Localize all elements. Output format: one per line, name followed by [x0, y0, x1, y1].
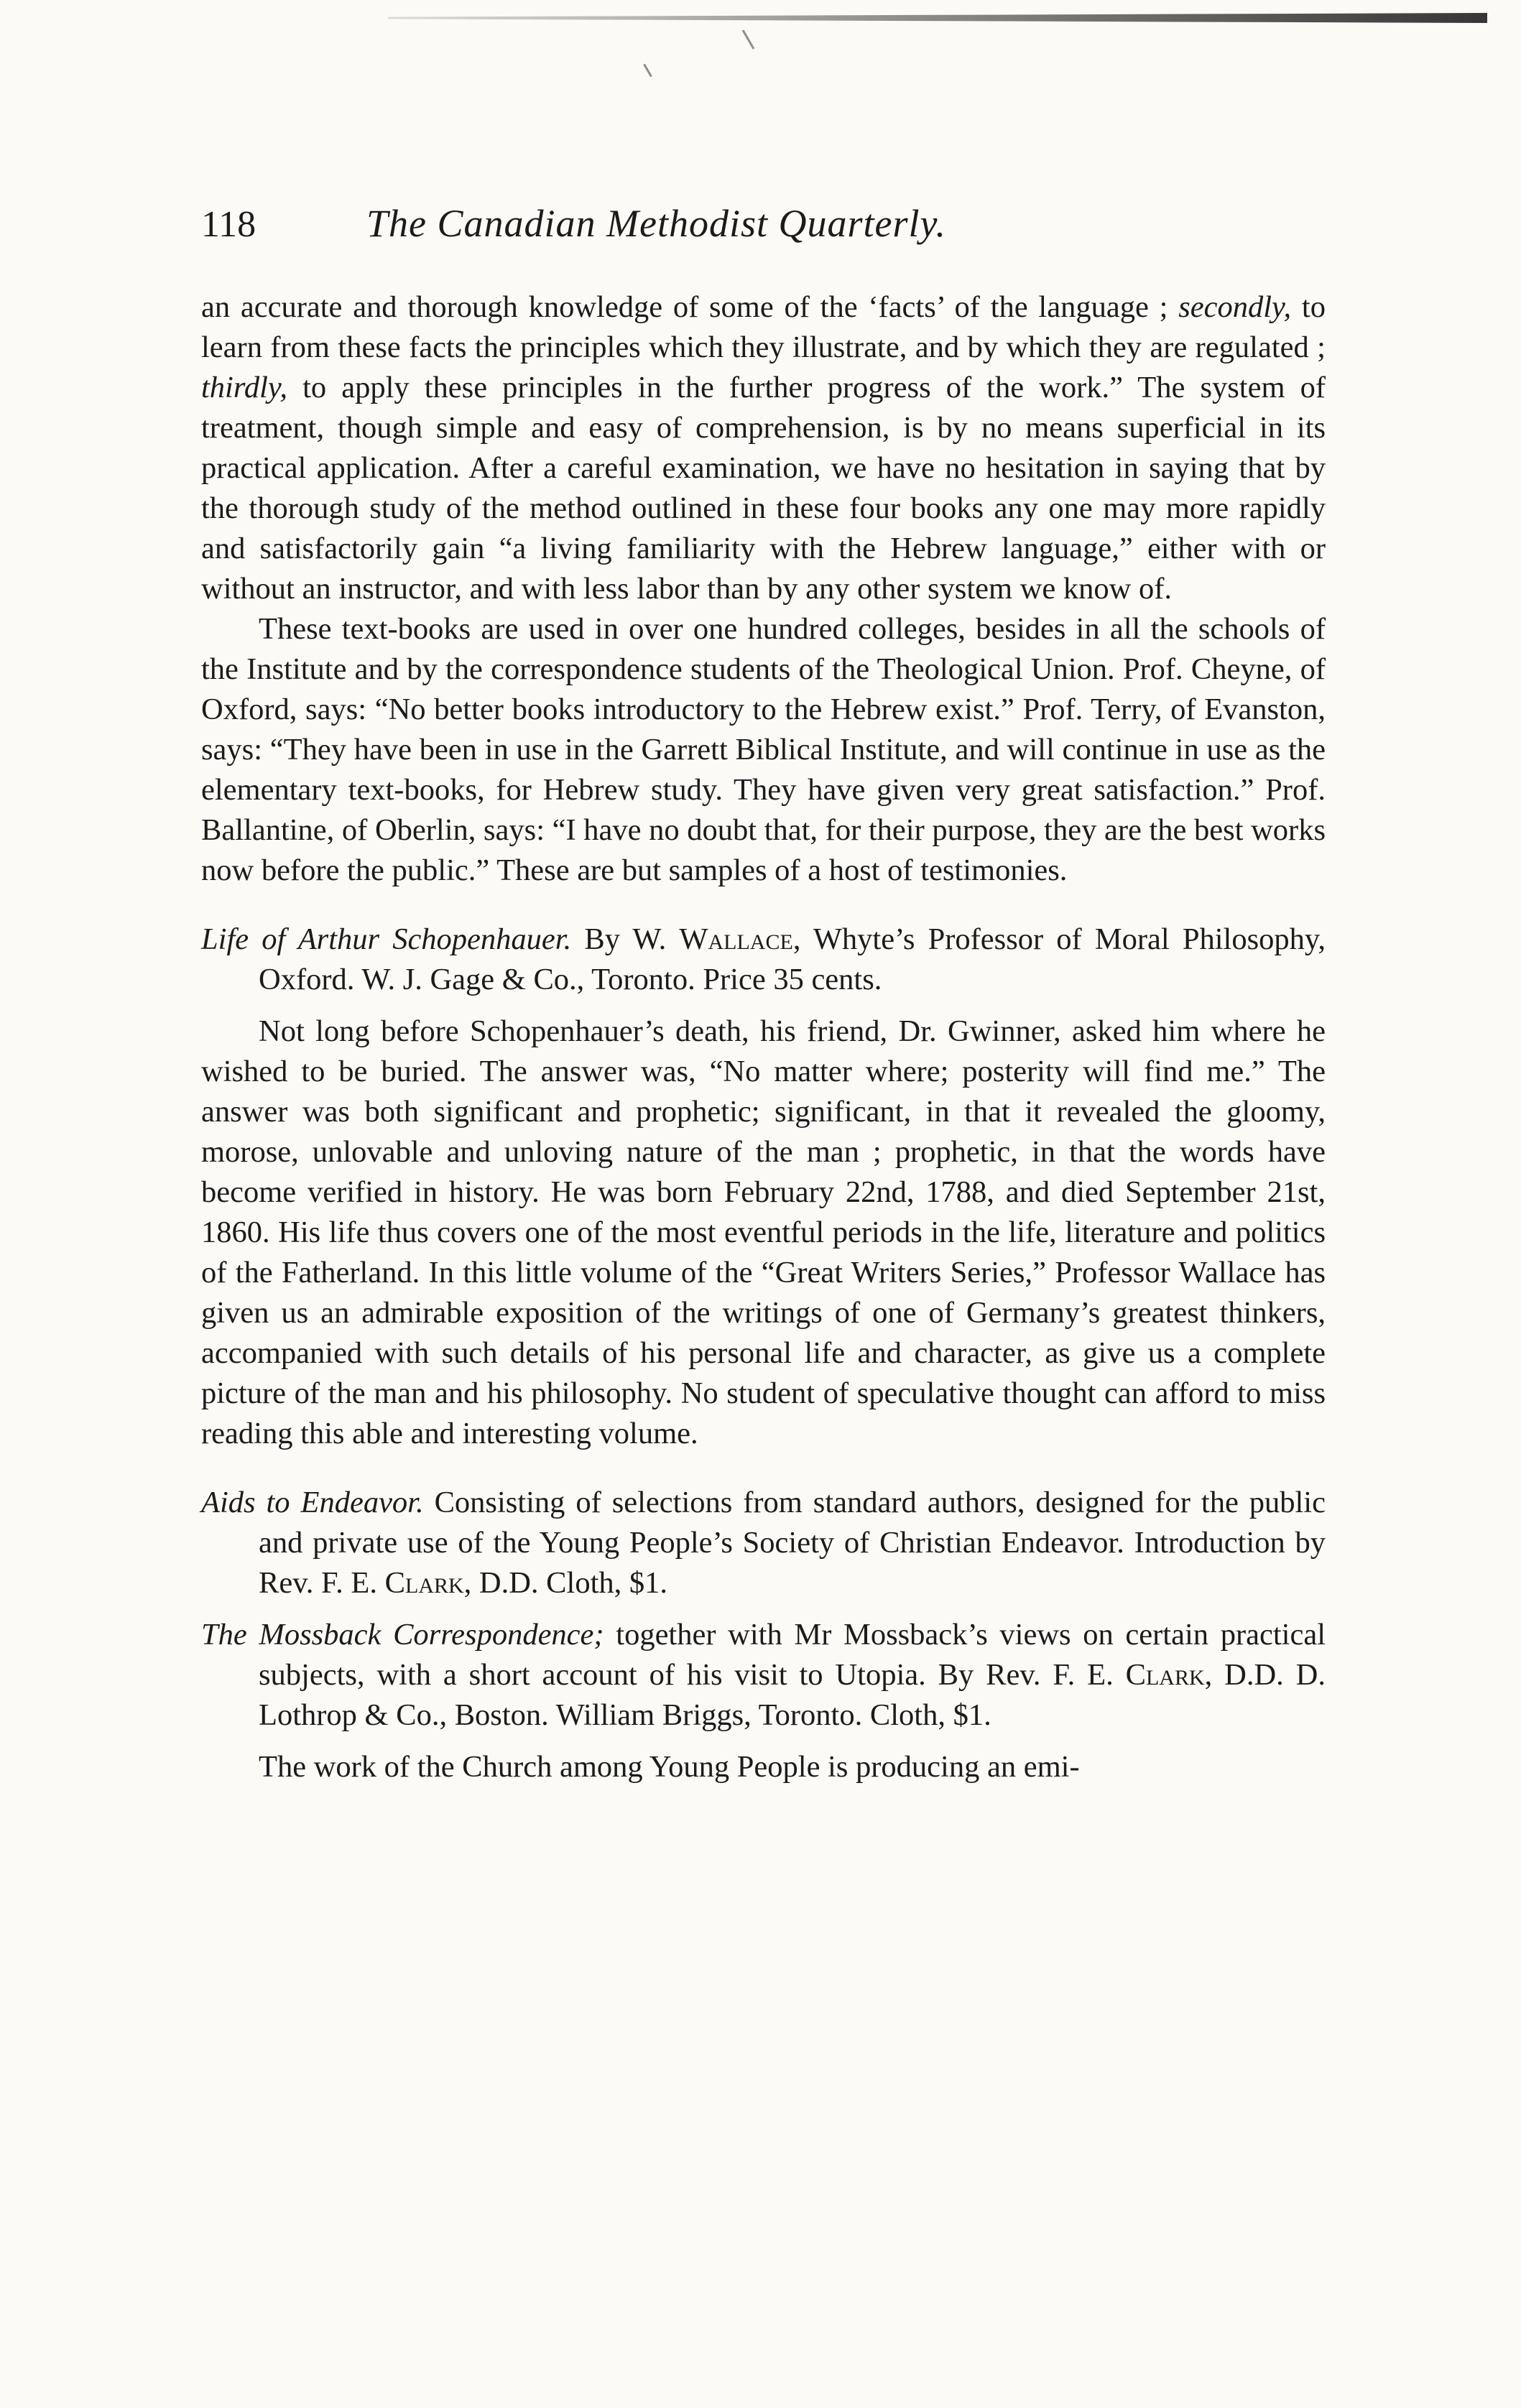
review-aids-heading: [201, 1483, 1326, 1603]
book-title-schopenhauer: Life of Arthur Schopenhauer.: [201, 922, 572, 956]
page-number: 118: [201, 204, 256, 245]
scan-mark-2: [643, 64, 652, 78]
review2-text-1: Consisting of selections from standard authors, designed for the public and private use of the Young People’s Society of Christian Endeavor. Introduction by Rev. F. E.: [259, 1486, 1326, 1600]
book-title-aids: Aids to Endeavor.: [201, 1486, 424, 1519]
paragraph-young-people: The work of the Church among Young People is producing an emi-: [259, 1750, 1080, 1784]
p1-italic-secondly: secondly,: [1178, 290, 1292, 324]
page-content: [201, 201, 1326, 1787]
review1-details: , Whyte’s Professor of Moral Philosophy, Oxford. W. J. Gage & Co., Toronto. Price 35 cents.: [259, 922, 1326, 996]
journal-title: The Canadian Methodist Quarterly.: [366, 202, 946, 245]
review3-text-1: together with Mr Mossback’s views on certain practical subjects, with a short account of his visit to Utopia. By Rev. F. E.: [259, 1618, 1326, 1692]
scan-edge-artifact: [388, 13, 1487, 23]
review2-text-2: , D.D. Cloth, $1.: [463, 1566, 668, 1600]
book-title-mossback: The Mossback Correspondence;: [201, 1618, 604, 1652]
p1-text-1: an accurate and thorough knowledge of some of the ‘facts’ of the language ;: [201, 290, 1179, 324]
p1-text-2: to learn from these facts the principles which they illustrate, and by which they are regulated ;: [201, 290, 1326, 364]
review1-by: By W.: [571, 922, 680, 956]
paragraph-testimonies: These text-books are used in over one hundred colleges, besides in all the schools of the Institute and by the correspondence students of the Theological Union. Prof. Cheyne, of Oxford, says: “No better books introductory to the Hebrew exist.” Prof. Terry, of Evanston, says: “They have been in use in the Garrett Biblical Institute, and will continue in use as the elementary text-books, for Hebrew study. They have given very great satisfaction.” Prof. Ballantine, of Oberlin, says: “I have no doubt that, for their purpose, they are the best works now before the public.” These are but samples of a host of testimonies.: [201, 612, 1326, 887]
running-head: [201, 201, 1326, 259]
p1-text-3: to apply these principles in the further progress of the work.” The system of treatment, though simple and easy of comprehension, is by no means superficial in its practical application. After a careful examination, we have no hesitation in saying that by the thorough study of the method outlined in these four books any one may more rapidly and satisfactorily gain “a living familiarity with the Hebrew language,” either with or without an instructor, and with less labor than by any other system we know of.: [201, 371, 1326, 606]
review-mossback-heading: [201, 1615, 1326, 1736]
review-schopenhauer-heading: [201, 920, 1326, 1000]
paragraph-hebrew-method: [201, 287, 1326, 609]
review3-text-2: , D.D. D. Lothrop & Co., Boston. William Briggs, Toronto. Cloth, $1.: [259, 1658, 1326, 1732]
scan-mark-1: [742, 29, 755, 49]
paragraph-schopenhauer-review: Not long before Schopenhauer’s death, his friend, Dr. Gwinner, asked him where he wished to be buried. The answer was, “No matter where; posterity will find me.” The answer was both significant and prophetic; significant, in that it revealed the gloomy, morose, unlovable and unloving nature of the man ; prophetic, in that the words have become verified in history. He was born February 22nd, 1788, and died September 21st, 1860. His life thus covers one of the most eventful periods in the life, literature and politics of the Fatherland. In this little volume of the “Great Writers Series,” Professor Wallace has given us an admirable exposition of the writings of one of Germany’s greatest thinkers, accompanied with such details of his personal life and character, as give us a complete picture of the man and his philosophy. No student of speculative thought can afford to miss reading this able and interesting volume.: [201, 1014, 1326, 1450]
p1-italic-thirdly: thirdly,: [201, 371, 288, 404]
review1-author: Wallace: [679, 922, 793, 956]
review2-author: Clark: [384, 1566, 464, 1600]
review3-author: Clark: [1125, 1658, 1205, 1692]
